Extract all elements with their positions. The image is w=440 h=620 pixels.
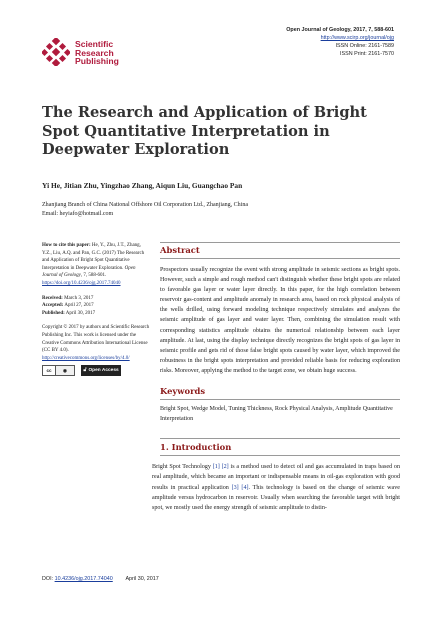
by-icon: ◉ xyxy=(62,368,67,374)
publisher-logo-icon xyxy=(42,38,70,66)
copyright-block xyxy=(42,324,150,376)
reference-link[interactable]: [3] xyxy=(231,484,239,491)
introduction-heading: 1. Introduction xyxy=(160,438,400,456)
open-access-badge xyxy=(81,365,121,376)
affiliation: Zhanjiang Branch of China National Offshore Oil Corporation Ltd., Zhanjiang, China xyxy=(42,202,249,208)
footer-doi-link[interactable]: 10.4236/ojg.2017.74040 xyxy=(54,576,113,582)
issn-online: ISSN Online: 2161-7589 xyxy=(335,43,394,49)
introduction-text: Bright Spot Technology [1] [2] is a method used to detect oil and gas accumulated in traps based on real amplitude, which became an important or indispensable means in oil-gas exploration with good results in practical application [3] [4]. This technology is based on the change of seismic wave amplitude versus hydrocarbon in reservoir. Usually when searching the favorable target with bright spot, we mostly used the energy strength of seismic amplitude to distin- xyxy=(152,464,401,512)
open-access-lock-icon: 🔓︎ xyxy=(83,368,87,374)
citation-volume: , 7, 588-601. xyxy=(80,273,107,279)
journal-url-link[interactable]: http://www.scirp.org/journal/ojg xyxy=(320,35,394,41)
abstract-text: Prospectors usually recognize the event with strong amplitude in seismic sections as bright spots. However, such a simple and rough method can't distinguish whether these bright spots are related to favorable gas layer or water layer directly. In this paper, for the high correlation between reservoir gas-content and amplitude anomaly in research area, based on rock physical analysis of the wells drilled, using forward modeling technique respectively simulates and analyzes the seismic amplitude of gas layer and water layer. Then, combining the simulation result with corresponding statistics amplitude obtains the numerical relationship between each layer amplitude. At last, using the display technique directly recognizes the bright spots of gas layer in seismic profile and gets rid of those false bright spots caused by water layer, which improved the robustness in the bright spots interpretation and provided reliable basis for reducing exploration risks. Moreover, applying the method to the target zone, we obtain huge success. xyxy=(160,267,400,374)
received-label: Received: xyxy=(42,295,63,301)
published-label: Published: xyxy=(42,310,65,316)
license-link[interactable]: http://creativecommons.org/licenses/by/4.0/ xyxy=(42,355,130,361)
license-badges xyxy=(42,365,150,376)
citation-block xyxy=(42,242,150,288)
keywords-heading: Keywords xyxy=(160,386,400,400)
received-date: March 3, 2017 xyxy=(64,295,94,301)
contact-email: Email: heyiafo@hotmail.com xyxy=(42,211,114,217)
abstract-heading: Abstract xyxy=(160,242,400,259)
reference-link[interactable]: [2] xyxy=(221,464,229,471)
main-column xyxy=(152,242,401,514)
footer-doi-label: DOI: xyxy=(42,576,54,582)
published-date: April 30, 2017 xyxy=(65,310,96,316)
dates-block xyxy=(42,295,150,318)
accepted-label: Accepted: xyxy=(42,303,64,309)
copyright-text: Copyright © 2017 by authors and Scientific Research Publishing Inc. This work is licensed under the Creative Commons Attribution International License (CC BY 4.0). xyxy=(42,325,150,354)
accepted-date: April 27, 2017 xyxy=(64,303,94,309)
publisher-name: Scientific Research Publishing xyxy=(75,39,119,67)
cc-icon: cc xyxy=(43,366,56,375)
issn-print: ISSN Print: 2161-7570 xyxy=(340,51,394,57)
author-list: Yi He, Jitian Zhu, Yingzhao Zhang, Aiqun Liu, Guangchao Pan xyxy=(42,181,243,190)
reference-link[interactable]: [1] xyxy=(212,464,220,471)
page-footer xyxy=(42,576,159,582)
journal-info xyxy=(286,26,394,58)
journal-name: Open Journal of Geology, 2017, 7, 588-601 xyxy=(286,27,394,33)
publisher-logo xyxy=(42,38,172,74)
footer-date: April 30, 2017 xyxy=(125,576,159,582)
open-access-label: Open Access xyxy=(88,368,119,374)
reference-link[interactable]: [4] xyxy=(241,484,249,491)
citation-text: He, Y., Zhu, J.T., Zhang, Y.Z., Liu, A.Q. and Pan, G.C. (2017) The Research and Application of Bright Spot Quantitative Interpretation in Deepwater Exploration. xyxy=(42,243,145,271)
citation-label: How to cite this paper: xyxy=(42,243,91,248)
cc-by-badge xyxy=(42,365,75,376)
paper-title: The Research and Application of Bright Spot Quantitative Interpretation in Deepwater Exploration xyxy=(42,104,367,158)
keywords-text: Bright Spot, Wedge Model, Tuning Thickness, Rock Physical Analysis, Amplitude Quantitative Interpretation xyxy=(160,406,393,423)
affiliation-block xyxy=(42,201,248,219)
citation-doi-link[interactable]: https://doi.org/10.4236/ojg.2017.74040 xyxy=(42,280,121,286)
citation-journal: Open Journal of Geology xyxy=(42,265,136,279)
article-sidebar xyxy=(42,242,150,383)
